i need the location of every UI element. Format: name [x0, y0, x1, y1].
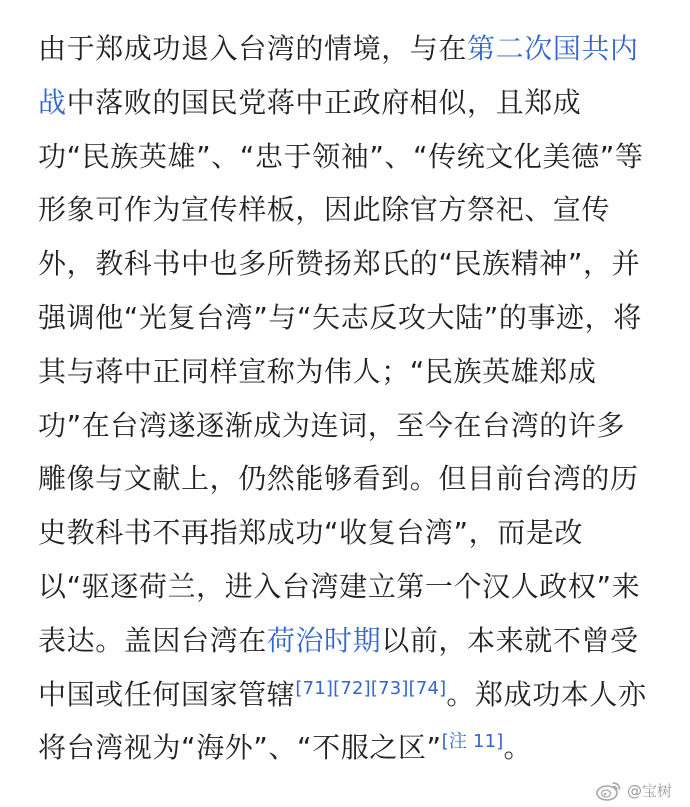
reference-72-link[interactable]: [72]: [333, 677, 371, 699]
paragraph-text-3: 以前，本来就不曾受中国或任何国家管辖: [38, 623, 639, 711]
reference-73-link[interactable]: [73]: [370, 677, 409, 699]
paragraph-text-1: 由于郑成功退入台湾的情境，与在: [38, 32, 468, 65]
paragraph-text-2: 中落败的国民党蒋中正政府相似，且郑成功“民族英雄”、“忠于领袖”、“传统文化美德”等形象可作为宣传样板，因此除官方祭祀、宣传外，教科书中也多所赞扬郑氏的“民族精神”，并强调他“光复台湾”与“矢志反攻大陆”的事迹，将其与蒋中正同样宣称为伟人；“民族英雄郑成功”在台湾遂逐渐成为连词，至今在台湾的许多雕像与文献上，仍然能够看到。但目前台湾的历史教科书不再指郑成功“收复台湾”，而是改以“驱逐荷兰，进入台湾建立第一个汉人政权”来表达。盖因台湾在: [38, 85, 644, 657]
paragraph-text-4: 。郑成功本人亦将台湾视为“海外”、“不服之区”: [38, 677, 647, 765]
paragraph-text-5: 。: [503, 731, 533, 765]
reference-71-link[interactable]: [71]: [295, 677, 334, 699]
weibo-watermark: [596, 779, 672, 801]
watermark-text: @宝树: [626, 781, 672, 800]
weibo-icon: [596, 779, 622, 801]
link-second-chinese-civil-war[interactable]: 第二次国共内战: [38, 32, 639, 119]
article-paragraph: [38, 22, 650, 775]
link-dutch-formosa-period[interactable]: 荷治时期: [266, 623, 382, 657]
reference-74-link[interactable]: [74]: [408, 677, 447, 699]
note-11-link[interactable]: [注 11]: [441, 731, 504, 753]
